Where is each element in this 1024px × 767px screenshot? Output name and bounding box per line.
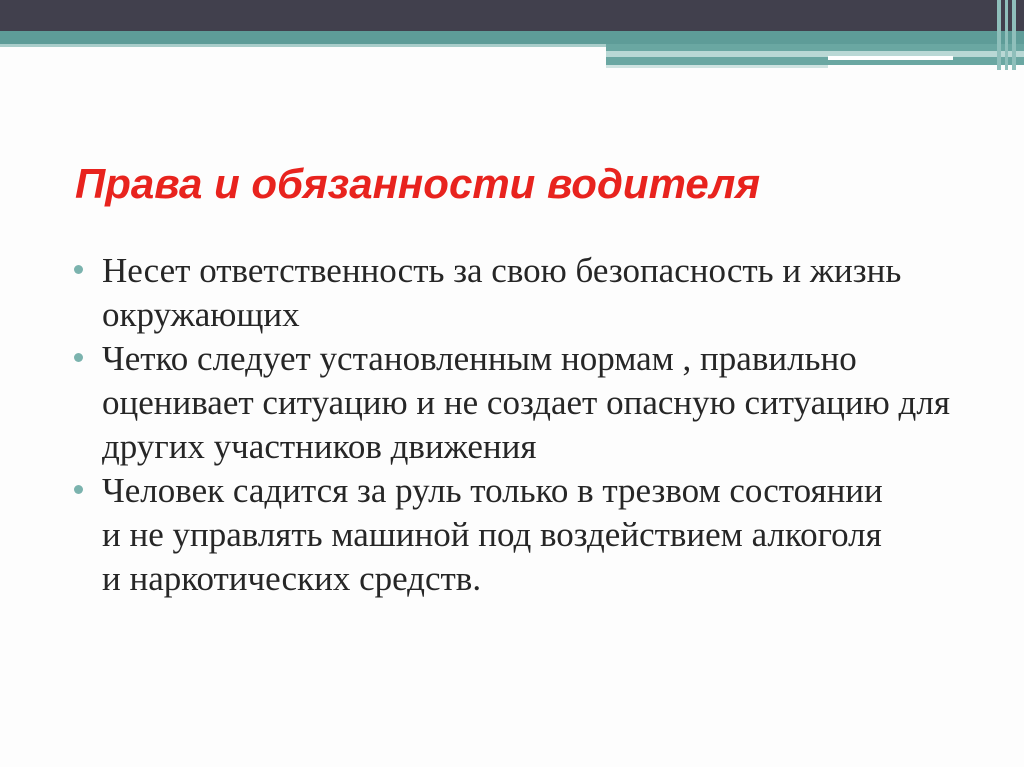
list-item [72,249,982,337]
list-item [72,469,902,601]
header-band [0,0,1024,31]
header-accent-stripe [0,31,1024,44]
header-pale-stripe [0,44,606,47]
bullet-dot-icon [74,265,83,274]
slide-title: Права и обязанности водителя [75,160,761,207]
header-shelf-highlight [606,51,1024,57]
bullet-dot-icon [74,353,83,362]
bullet-text: Несет ответственность за свою безопасность и жизнь окружающих [102,251,902,334]
bullet-text: Человек садится за руль только в трезвом состоянии и не управлять машиной под воздействием алкоголя и наркотических средств. [102,471,883,598]
header-shelf-white-line [828,56,953,60]
header-right-rule [1012,0,1016,70]
bullet-dot-icon [74,485,83,494]
bullet-list [72,249,972,601]
list-item [72,337,982,469]
header-right-rule [1005,0,1008,70]
header-right-rule [997,0,1001,70]
header-shelf-tail [606,65,828,68]
bullet-text: Четко следует установленным нормам , правильно оценивает ситуацию и не создает опасную ситуацию для других участников движения [102,339,950,466]
